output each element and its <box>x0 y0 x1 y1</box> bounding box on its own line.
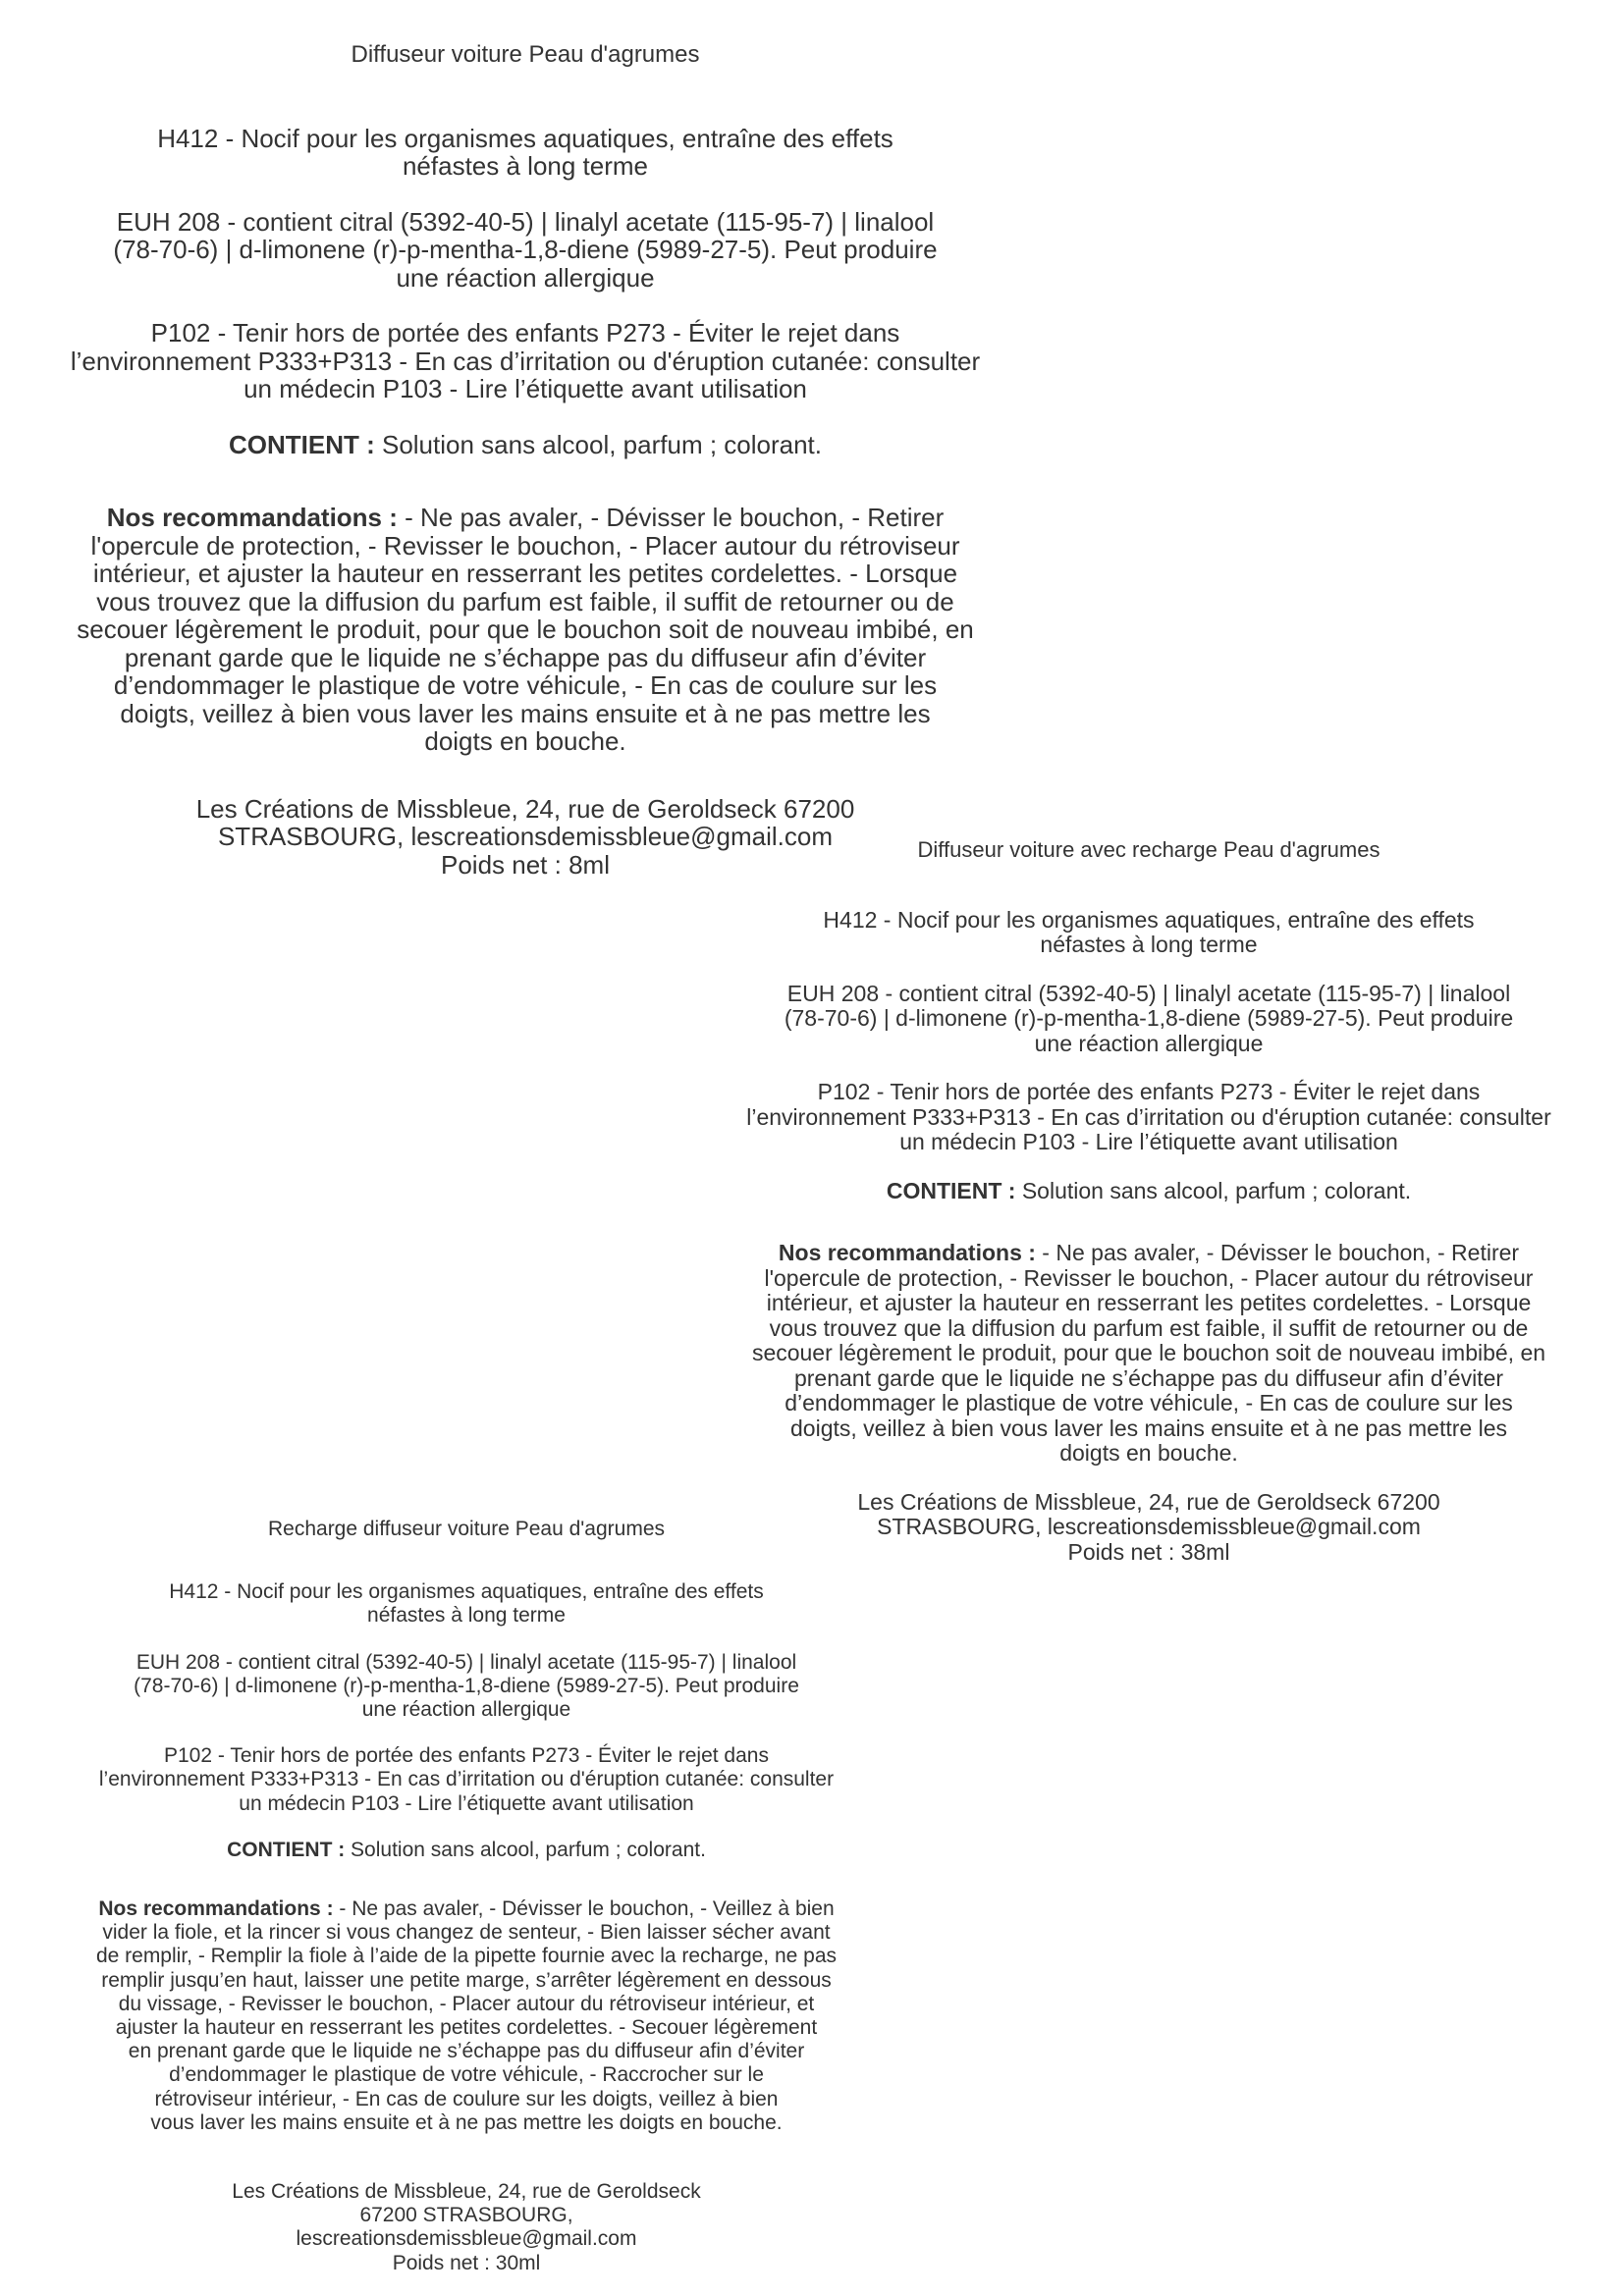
hazard-statement-euh208: EUH 208 - contient citral (5392-40-5) | linalyl acetate (115-95-7) | linalool (78-70-6) | d-limonene (r)-p-mentha-1,8-diene (5989-27-5). Peut produire une réaction allergique <box>134 1650 799 1722</box>
recommendations: Nos recommandations : - Ne pas avaler, - Dévisser le bouchon, - Veillez à bien vider la fiole, et la rincer si vous changez de senteur, - Bien laisser sécher avant de remplir, - Remplir la fiole à l’aide de la pipette fournie avec la recharge, ne pas remplir jusqu’en haut, laisser une petite marge, s’arrêter légèrement en dessous du vissage, - Revisser le bouchon, - Placer autour du rétroviseur intérieur, et ajuster la hauteur en resserrant les petites cordelettes. - Secouer légèrement en prenant garde que le liquide ne s’échappe pas du diffuseur afin d’éviter d’endommager le plastique de votre véhicule, - Raccrocher sur le rétroviseur intérieur, - En cas de coulure sur les doigts, veillez à bien vous laver les mains ensuite et à ne pas mettre les doigts en bouche. <box>95 1897 838 2134</box>
manufacturer-address: Les Créations de Missbleue, 24, rue de Geroldseck 67200 STRASBOURG, lescreationsdemissbleue@gmail.com Poids net : 8ml <box>195 793 855 880</box>
manufacturer-address: Les Créations de Missbleue, 24, rue de Geroldseck 67200 STRASBOURG, lescreationsdemissbleue@gmail.com Poids net : 38ml <box>857 1488 1440 1565</box>
contents: CONTIENT : Solution sans alcool, parfum ; colorant. <box>227 1838 706 1861</box>
hazard-statement-h412: H412 - Nocif pour les organismes aquatiques, entraîne des effets néfastes à long terme <box>169 1580 764 1628</box>
product-label-diffuseur <box>29 41 1021 879</box>
recommendations-heading: Nos recommandations : <box>106 503 398 532</box>
precaution-statements: P102 - Tenir hors de portée des enfants P273 - Éviter le rejet dans l’environnement P333+P313 - En cas d’irritation ou d'éruption cutanée: consulter un médecin P103 - Lire l’étiquette avant utilisation <box>70 318 981 403</box>
precaution-statements: P102 - Tenir hors de portée des enfants P273 - Éviter le rejet dans l’environnement P333+P313 - En cas d’irritation ou d'éruption cutanée: consulter un médecin P103 - Lire l’étiquette avant utilisation <box>98 1744 835 1815</box>
hazard-statement-h412: H412 - Nocif pour les organismes aquatiques, entraîne des effets néfastes à long terme <box>823 906 1475 957</box>
contents: CONTIENT : Solution sans alcool, parfum ; colorant. <box>228 429 822 459</box>
product-label-recharge <box>29 1518 903 2275</box>
contents-heading: CONTIENT : <box>227 1838 346 1861</box>
product-label-diffuseur-recharge <box>687 837 1610 1565</box>
manufacturer-address: Les Créations de Missbleue, 24, rue de Geroldseck 67200 STRASBOURG, lescreationsdemissbleue@gmail.com Poids net : 30ml <box>232 2180 701 2274</box>
recommendations-heading: Nos recommandations : <box>778 1240 1036 1265</box>
net-weight: Poids net : 38ml <box>1067 1538 1230 1565</box>
hazard-statement-h412: H412 - Nocif pour les organismes aquatiques, entraîne des effets néfastes à long terme <box>157 123 893 181</box>
net-weight: Poids net : 30ml <box>392 2251 541 2274</box>
contents: CONTIENT : Solution sans alcool, parfum ; colorant. <box>886 1177 1412 1203</box>
hazard-statement-euh208: EUH 208 - contient citral (5392-40-5) | linalyl acetate (115-95-7) | linalool (78-70-6) | d-limonene (r)-p-mentha-1,8-diene (5989-27-5). Peut produire une réaction allergique <box>784 980 1514 1056</box>
recommendations: Nos recommandations : - Ne pas avaler, - Dévisser le bouchon, - Retirer l'opercule de protection, - Revisser le bouchon, - Placer autour du rétroviseur intérieur, et ajuster la hauteur en resserrant les petites cordelettes. - Lorsque vous trouvez que la diffusion du parfum est faible, il suffit de retourner ou de secouer légèrement le produit, pour que le bouchon soit de nouveau imbibé, en prenant garde que le liquide ne s’échappe pas du diffuseur afin d’éviter d’endommager le plastique de votre véhicule, - En cas de coulure sur les doigts, veillez à bien vous laver les mains ensuite et à ne pas mettre les doigts en bouche. <box>77 503 974 756</box>
contents-heading: CONTIENT : <box>886 1177 1016 1203</box>
recommendations-heading: Nos recommandations : <box>98 1897 334 1921</box>
recommendations: Nos recommandations : - Ne pas avaler, - Dévisser le bouchon, - Retirer l'opercule de protection, - Revisser le bouchon, - Placer autour du rétroviseur intérieur, et ajuster la hauteur en resserrant les petites cordelettes. - Lorsque vous trouvez que la diffusion du parfum est faible, il suffit de retourner ou de secouer légèrement le produit, pour que le bouchon soit de nouveau imbibé, en prenant garde que le liquide ne s’échappe pas du diffuseur afin d’éviter d’endommager le plastique de votre véhicule, - En cas de coulure sur les doigts, veillez à bien vous laver les mains ensuite et à ne pas mettre les doigts en bouche. <box>751 1240 1546 1466</box>
contents-heading: CONTIENT : <box>228 429 375 459</box>
label-title: Diffuseur voiture avec recharge Peau d'agrumes <box>917 837 1380 862</box>
label-title: Diffuseur voiture Peau d'agrumes <box>351 41 700 68</box>
net-weight: Poids net : 8ml <box>441 849 610 880</box>
hazard-statement-euh208: EUH 208 - contient citral (5392-40-5) | linalyl acetate (115-95-7) | linalool (78-70-6) | d-limonene (r)-p-mentha-1,8-diene (5989-27-5). Peut produire une réaction allergique <box>113 206 938 293</box>
label-title: Recharge diffuseur voiture Peau d'agrumes <box>267 1518 666 1540</box>
precaution-statements: P102 - Tenir hors de portée des enfants P273 - Éviter le rejet dans l’environnement P333+P313 - En cas d’irritation ou d'éruption cutanée: consulter un médecin P103 - Lire l’étiquette avant utilisation <box>746 1079 1551 1154</box>
